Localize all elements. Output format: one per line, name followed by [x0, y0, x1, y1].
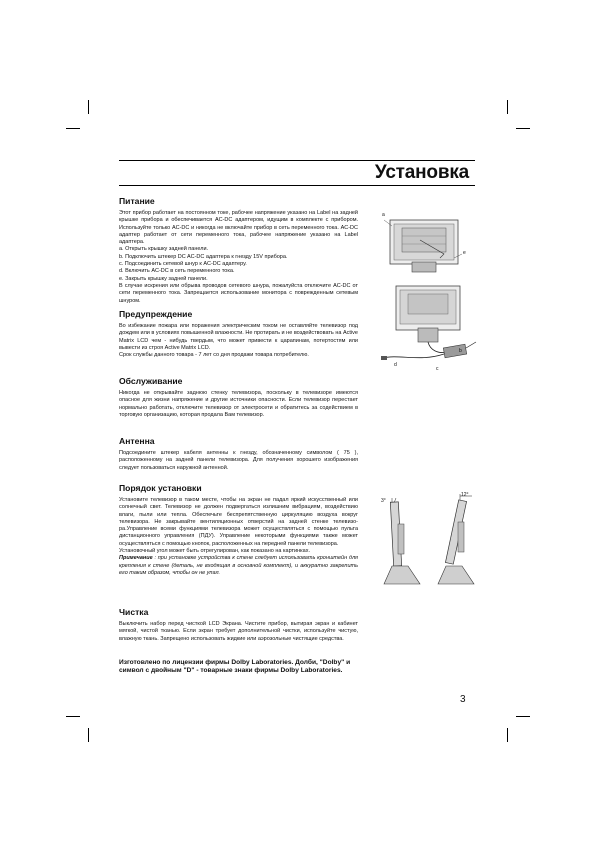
caution-text: Во избежание пожара или поражения электрическим током не оставляйте телевизор под дождем или в условиях повышенной влажности. Не протирать и не воздействовать на Active Matrix LCD чем - нибудь твердым, что может привести к царапинам, потертостям или вывести из строя Active Matrix LCD.	[119, 323, 358, 351]
note-label: Примечание	[119, 555, 153, 562]
section-dolby	[119, 659, 358, 676]
cleaning-text: Выключить набор перед чисткой LCD Экрана. Чистите прибор, вытирая экран и кабинет мягкой, чистой тканью. Если экран требует дополнительной чистки, используйте чистую, влажную ткань. Запрещено использовать жидкие или аэрозольные чистящие средства.	[119, 621, 358, 642]
caution-life: Срок службы данного товара - 7 лет со дня продажи товара потребителю.	[119, 352, 309, 359]
section-antenna	[119, 436, 358, 472]
figure-label: d	[394, 362, 397, 368]
power-step: a. Открыть крышку задней панели.	[119, 246, 209, 253]
power-step: c. Подсоединить сетевой шнур к AC-DC адаптеру.	[119, 261, 247, 268]
crop-mark	[516, 716, 530, 717]
crop-mark	[66, 716, 80, 717]
figure-label: a	[382, 212, 385, 218]
section-caution	[119, 309, 358, 359]
figure-label: e	[463, 250, 466, 256]
power-step: e. Закрыть крышку задней панели.	[119, 275, 208, 282]
cleaning-heading: Чистка	[119, 607, 149, 617]
antenna-heading: Антенна	[119, 436, 155, 446]
power-warning: В случае искрения или обрыва проводов сетевого шнура, пожалуйста отключите AC-DC от сети переменного тока. Запрещается использование монитора с поврежденным сетевым шнуром.	[119, 282, 358, 304]
section-cleaning	[119, 607, 358, 643]
power-step: b. Подключить штекер DC AC-DC адаптера к гнезду 15V прибора.	[119, 253, 288, 260]
install-text: Установите телевизор в таком месте, чтобы на экран не падал яркий искусственный или солнечный свет. Телевизор не должен подвергаться излишним вибрациям, воздействию влаги, пыли или тепла. Обеспечьте беспрепятственную циркуляцию воздуха вокруг телевизора. Не закрывайте вентиляционных отверстий на задней стенке телевизо-ра.Управление всеми функциями телевизора может осуществляться с помощью пульта дистанционного управления (ПДУ). Управление некоторыми функциями также может осуществляться с помощью кнопок, расположенных на передней панели телевизора.	[119, 497, 358, 547]
crop-mark	[66, 128, 80, 129]
power-step: d. Включить AC-DC в сеть переменного тока.	[119, 268, 235, 275]
service-text: Никогда не открывайте заднюю стенку телевизора, поскольку в телевизоре имеются опасное для жизни напряжение и другие источники опасности. Если телевизор перестает нормально работать, отключите телевизор от электросети и обратитесь за содействием в торговую организацию, которая продала Вам телевизор.	[119, 390, 358, 418]
adapter-connection-illustration	[380, 284, 480, 370]
page-number: 3	[460, 694, 466, 705]
install-angle: Установочный угол может быть отрегулирован, как показано на картинках.	[119, 548, 310, 555]
service-heading: Обслуживание	[119, 376, 183, 386]
crop-mark	[507, 100, 508, 114]
caution-heading: Предупреждение	[119, 309, 193, 319]
crop-mark	[516, 128, 530, 129]
crop-mark	[88, 100, 89, 114]
tilt-angle-left-illustration	[378, 494, 428, 586]
antenna-text: Подсоедините штекер кабеля антенны к гнезду, обозначенному символом ( 75 ), расположенному на задней панели телевизора. Для получения хорошего изображения следует пользоваться наружной антенной.	[119, 450, 358, 471]
crop-mark	[507, 728, 508, 742]
page-title: Установка	[374, 162, 469, 183]
section-install	[119, 483, 358, 577]
install-heading: Порядок установки	[119, 483, 202, 493]
tilt-angle-right: 12°	[461, 492, 469, 498]
dolby-notice: Изготовлено по лицензии фирмы Dolby Laboratories. Долби, "Dolby" и символ с двойным "D" - товарные знаки фирмы Dolby Laboratories.	[119, 659, 351, 675]
tilt-angle-right-illustration	[432, 490, 482, 586]
power-heading: Питание	[119, 196, 155, 206]
tilt-angle-left: 3°	[381, 498, 386, 504]
tv-back-illustration	[380, 214, 470, 276]
power-text: Этот прибор работает на постоянном токе, рабочее напряжение указано на Label на задней крышке прибора и обеспечивается AC-DC адаптером, идущим в комплекте с прибором. Используйте только AC-DC и никогда не включайте прибор в сеть переменного тока. AC-DC адаптер работает от сети переменного тока, рабочее напряжение указано на Label адаптера.	[119, 210, 358, 246]
title-bar	[119, 160, 475, 186]
note-text: : при установке устройства к стене следует использовать кронштейн для крепления к стене (деталь, не входящая в основной комплект), и аккуратно закрепить его таким образом, чтобы он не упал.	[119, 555, 358, 576]
section-power	[119, 196, 358, 305]
install-note	[119, 555, 358, 577]
figure-label: c	[436, 366, 439, 372]
crop-mark	[88, 728, 89, 742]
section-service	[119, 376, 358, 419]
figure-label: b	[459, 348, 462, 354]
